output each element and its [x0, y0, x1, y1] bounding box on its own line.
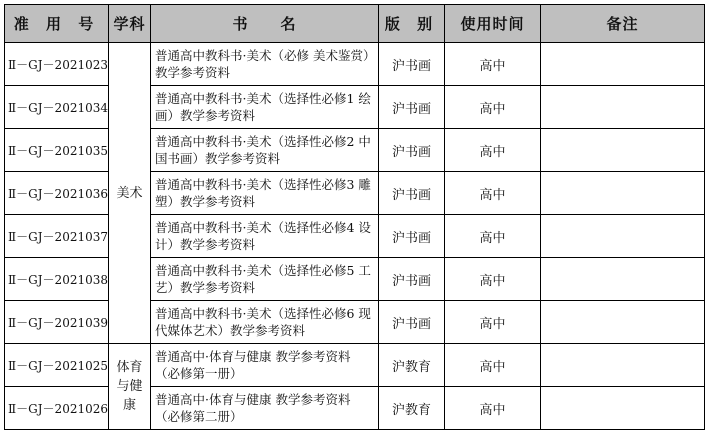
row-usage: 高中: [445, 344, 541, 387]
subject-cell-pe: [109, 344, 151, 430]
row-publisher: 沪书画: [379, 129, 445, 172]
table-row: [5, 43, 705, 86]
row-usage: 高中: [445, 258, 541, 301]
row-note: [541, 387, 705, 430]
row-publisher: 沪书画: [379, 258, 445, 301]
row-number: Ⅱ－GJ－2021034: [5, 86, 109, 129]
row-note: [541, 301, 705, 344]
row-title: 普通高中教科书·美术（选择性必修1 绘画）教学参考资料: [151, 86, 379, 129]
row-number: Ⅱ－GJ－2021039: [5, 301, 109, 344]
row-note: [541, 258, 705, 301]
row-usage: 高中: [445, 86, 541, 129]
row-publisher: 沪书画: [379, 172, 445, 215]
row-title: 普通高中·体育与健康 教学参考资料（必修第一册）: [151, 344, 379, 387]
row-number: Ⅱ－GJ－2021038: [5, 258, 109, 301]
row-title: 普通高中教科书·美术（选择性必修4 设计）教学参考资料: [151, 215, 379, 258]
row-publisher: 沪书画: [379, 43, 445, 86]
header-row: [5, 5, 705, 43]
row-note: [541, 344, 705, 387]
header-note: 备注: [541, 5, 705, 43]
row-number: Ⅱ－GJ－2021036: [5, 172, 109, 215]
row-usage: 高中: [445, 43, 541, 86]
header-number: 准 用 号: [5, 5, 109, 43]
row-usage: 高中: [445, 172, 541, 215]
row-number: Ⅱ－GJ－2021023: [5, 43, 109, 86]
row-title: 普通高中教科书·美术（选择性必修3 雕塑）教学参考资料: [151, 172, 379, 215]
row-usage: 高中: [445, 215, 541, 258]
row-usage: 高中: [445, 129, 541, 172]
row-title: 普通高中·体育与健康 教学参考资料（必修第二册）: [151, 387, 379, 430]
header-usage: 使用时间: [445, 5, 541, 43]
row-note: [541, 86, 705, 129]
row-note: [541, 172, 705, 215]
row-usage: 高中: [445, 387, 541, 430]
row-publisher: 沪书画: [379, 301, 445, 344]
row-usage: 高中: [445, 301, 541, 344]
row-number: Ⅱ－GJ－2021035: [5, 129, 109, 172]
textbook-table: [4, 4, 705, 430]
row-title: 普通高中教科书·美术（选择性必修6 现代媒体艺术）教学参考资料: [151, 301, 379, 344]
row-title: 普通高中教科书·美术（选择性必修5 工艺）教学参考资料: [151, 258, 379, 301]
header-subject: 学科: [109, 5, 151, 43]
row-title: 普通高中教科书·美术（必修 美术鉴赏）教学参考资料: [151, 43, 379, 86]
header-publisher: 版 别: [379, 5, 445, 43]
row-note: [541, 215, 705, 258]
header-title: 书 名: [151, 5, 379, 43]
row-publisher: 沪书画: [379, 86, 445, 129]
row-number: Ⅱ－GJ－2021026: [5, 387, 109, 430]
row-publisher: 沪教育: [379, 344, 445, 387]
row-note: [541, 43, 705, 86]
row-number: Ⅱ－GJ－2021037: [5, 215, 109, 258]
row-title: 普通高中教科书·美术（选择性必修2 中国书画）教学参考资料: [151, 129, 379, 172]
subject-pe-label: 体育与健康: [116, 360, 143, 413]
row-number: Ⅱ－GJ－2021025: [5, 344, 109, 387]
row-publisher: 沪书画: [379, 215, 445, 258]
subject-cell-art: 美术: [109, 43, 151, 344]
row-publisher: 沪教育: [379, 387, 445, 430]
table-row: [5, 344, 705, 387]
row-note: [541, 129, 705, 172]
